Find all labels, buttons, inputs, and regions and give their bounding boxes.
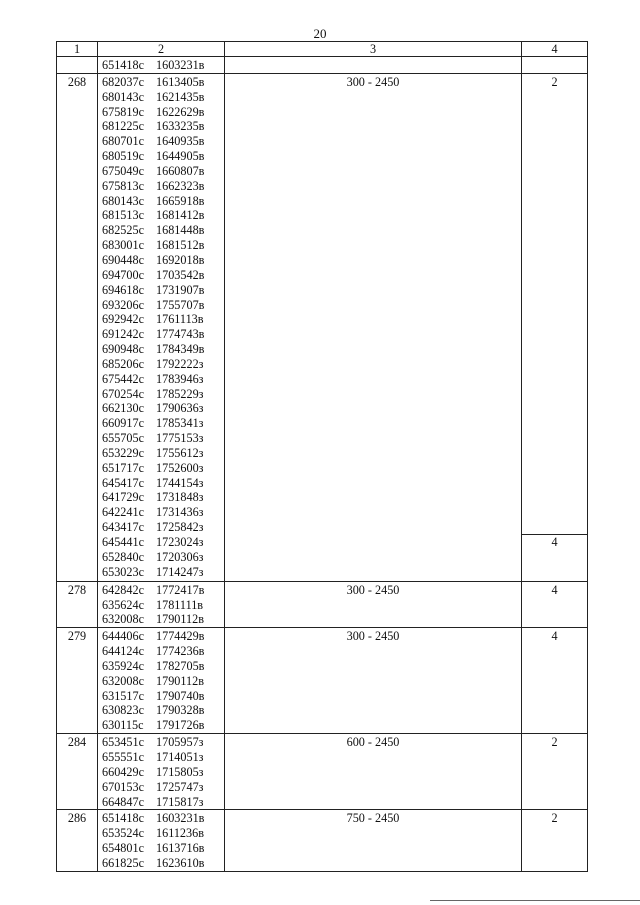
- longitude: 1731436з: [156, 505, 204, 520]
- longitude: 1784349в: [156, 342, 205, 357]
- frequency-range: 600 - 2450: [225, 734, 522, 810]
- longitude: 1611236в: [156, 826, 204, 841]
- longitude: 1790636з: [156, 401, 204, 416]
- latitude: 675442с: [102, 371, 144, 386]
- category-cell: [522, 810, 588, 871]
- category-value: 2: [551, 735, 558, 750]
- latitude: 653451с: [102, 735, 144, 750]
- coordinate-pair: [102, 179, 224, 194]
- page-number: 20: [313, 26, 327, 41]
- coordinate-list: [98, 581, 225, 628]
- latitude: 653229с: [102, 445, 144, 460]
- header-col-3: 3: [225, 42, 522, 57]
- category-value: 2: [551, 74, 558, 89]
- longitude: 1772417в: [156, 582, 205, 597]
- coordinate-pair: [102, 718, 224, 733]
- coordinate-pair: [102, 461, 224, 476]
- coordinate-pair: [102, 841, 224, 856]
- longitude: 1781111в: [156, 597, 204, 612]
- coordinate-pair: [102, 253, 224, 268]
- latitude: 670254с: [102, 386, 144, 401]
- coordinate-pair: [102, 416, 224, 431]
- latitude: 693206с: [102, 297, 144, 312]
- longitude: 1665918в: [156, 193, 205, 208]
- coordinate-pair: [102, 490, 224, 505]
- latitude: 692942с: [102, 312, 144, 327]
- row-number: 286: [57, 810, 98, 871]
- coordinate-pair: [102, 476, 224, 491]
- coordinate-pair: [102, 629, 224, 644]
- coordinate-pair: [102, 583, 224, 598]
- longitude: 1774743в: [156, 327, 205, 342]
- footer-rule: [430, 900, 640, 901]
- row-number: 268: [57, 73, 98, 581]
- coordinate-pair: [102, 58, 224, 73]
- latitude: 653524с: [102, 826, 144, 841]
- frequency-range: 300 - 2450: [225, 581, 522, 628]
- coordinate-pair: [102, 565, 224, 580]
- latitude: 641729с: [102, 490, 144, 505]
- latitude: 682525с: [102, 223, 144, 238]
- longitude: 1761113в: [156, 312, 204, 327]
- coordinate-pair: [102, 550, 224, 565]
- category-value: 4: [551, 582, 558, 597]
- longitude: 1681512в: [156, 238, 205, 253]
- coordinate-pair: [102, 446, 224, 461]
- latitude: 662130с: [102, 401, 144, 416]
- coordinate-pair: [102, 372, 224, 387]
- coordinate-pair: [102, 765, 224, 780]
- longitude: 1681412в: [156, 208, 205, 223]
- latitude: 690448с: [102, 252, 144, 267]
- coordinate-pair: [102, 268, 224, 283]
- latitude: 635924с: [102, 658, 144, 673]
- latitude: 691242с: [102, 327, 144, 342]
- coordinate-pair: [102, 780, 224, 795]
- latitude: 651418с: [102, 811, 144, 826]
- coordinate-pair: [102, 431, 224, 446]
- longitude: 1633235в: [156, 119, 205, 134]
- frequency-range: 300 - 2450: [225, 73, 522, 581]
- coordinate-pair: [102, 134, 224, 149]
- longitude: 1791726в: [156, 718, 205, 733]
- header-row: [57, 42, 588, 57]
- longitude: 1790112в: [156, 673, 204, 688]
- coordinate-pair: [102, 75, 224, 90]
- coordinate-pair: [102, 401, 224, 416]
- coordinate-pair: [102, 689, 224, 704]
- table-body: [57, 57, 588, 872]
- longitude: 1714051з: [156, 750, 204, 765]
- longitude: 1775153з: [156, 431, 204, 446]
- longitude: 1774236в: [156, 644, 205, 659]
- latitude: 644124с: [102, 644, 144, 659]
- latitude: 651418с: [102, 58, 144, 72]
- longitude: 1790740в: [156, 688, 205, 703]
- coordinate-pair: [102, 357, 224, 372]
- longitude: 1692018в: [156, 252, 205, 267]
- longitude: 1660807в: [156, 163, 205, 178]
- longitude: 1782705в: [156, 658, 205, 673]
- coordinate-list: [98, 57, 225, 74]
- coordinate-list: [98, 73, 225, 581]
- category-value: 4: [551, 629, 558, 644]
- latitude: 675813с: [102, 178, 144, 193]
- row-number: 284: [57, 734, 98, 810]
- longitude: 1783946з: [156, 371, 204, 386]
- latitude: 642842с: [102, 582, 144, 597]
- table-row: [57, 581, 588, 628]
- longitude: 1731907в: [156, 282, 205, 297]
- coordinate-pair: [102, 612, 224, 627]
- latitude: 645417с: [102, 475, 144, 490]
- longitude: 1640935в: [156, 134, 205, 149]
- category-value-2: 4: [522, 534, 587, 550]
- frequency-range: [225, 57, 522, 74]
- row-number: 278: [57, 581, 98, 628]
- latitude: 664847с: [102, 794, 144, 809]
- coordinate-pair: [102, 735, 224, 750]
- longitude: 1644905в: [156, 149, 205, 164]
- coordinate-pair: [102, 703, 224, 718]
- latitude: 680143с: [102, 89, 144, 104]
- coordinate-pair: [102, 505, 224, 520]
- longitude: 1662323в: [156, 178, 205, 193]
- coordinate-list: [98, 810, 225, 871]
- coordinate-pair: [102, 223, 224, 238]
- coordinate-pair: [102, 119, 224, 134]
- coordinate-pair: [102, 520, 224, 535]
- coordinate-pair: [102, 327, 224, 342]
- latitude: 690948с: [102, 342, 144, 357]
- longitude: 1785229з: [156, 386, 204, 401]
- coordinate-pair: [102, 659, 224, 674]
- latitude: 631517с: [102, 688, 144, 703]
- coordinate-pair: [102, 149, 224, 164]
- latitude: 651717с: [102, 460, 144, 475]
- latitude: 680519с: [102, 149, 144, 164]
- frequency-range: 300 - 2450: [225, 628, 522, 734]
- longitude: 1720306з: [156, 549, 204, 564]
- latitude: 683001с: [102, 238, 144, 253]
- latitude: 635624с: [102, 597, 144, 612]
- latitude: 653023с: [102, 564, 144, 579]
- latitude: 652840с: [102, 549, 144, 564]
- category-cell: [522, 734, 588, 810]
- longitude: 1613716в: [156, 841, 205, 856]
- coordinate-pair: [102, 298, 224, 313]
- longitude: 1755707в: [156, 297, 205, 312]
- latitude: 694700с: [102, 267, 144, 282]
- longitude: 1603231в: [156, 58, 205, 72]
- longitude: 1715817з: [156, 794, 204, 809]
- latitude: 680701с: [102, 134, 144, 149]
- category-cell: [522, 57, 588, 74]
- coordinate-pair: [102, 644, 224, 659]
- coordinate-pair: [102, 342, 224, 357]
- category-cell: [522, 628, 588, 734]
- longitude: 1792222з: [156, 356, 204, 371]
- row-number: 279: [57, 628, 98, 734]
- category-value: 2: [551, 811, 558, 826]
- coordinate-pair: [102, 856, 224, 871]
- coordinates-table: [56, 41, 588, 872]
- frequency-range: 750 - 2450: [225, 810, 522, 871]
- longitude: 1790328в: [156, 703, 205, 718]
- latitude: 655705с: [102, 431, 144, 446]
- header-col-2: 2: [98, 42, 225, 57]
- coordinate-pair: [102, 674, 224, 689]
- latitude: 682037с: [102, 74, 144, 89]
- latitude: 680143с: [102, 193, 144, 208]
- row-number: [57, 57, 98, 74]
- latitude: 630823с: [102, 703, 144, 718]
- latitude: 655551с: [102, 750, 144, 765]
- longitude: 1790112в: [156, 612, 204, 627]
- coordinate-pair: [102, 312, 224, 327]
- coordinate-pair: [102, 105, 224, 120]
- longitude: 1723024з: [156, 535, 204, 549]
- latitude: 632008с: [102, 673, 144, 688]
- longitude: 1755612з: [156, 445, 204, 460]
- latitude: 630115с: [102, 718, 144, 733]
- latitude: 644406с: [102, 629, 144, 644]
- coordinate-pair: [102, 598, 224, 613]
- latitude: 642241с: [102, 505, 144, 520]
- coordinate-pair: [102, 535, 224, 550]
- longitude: 1731848з: [156, 490, 204, 505]
- latitude: 670153с: [102, 779, 144, 794]
- coordinate-pair: [102, 194, 224, 209]
- category-cell: [522, 73, 588, 581]
- coordinate-pair: [102, 795, 224, 810]
- table-row: [57, 734, 588, 810]
- coordinate-pair: [102, 164, 224, 179]
- coordinate-pair: [102, 238, 224, 253]
- coordinate-list: [98, 628, 225, 734]
- coordinate-list: [98, 734, 225, 810]
- coordinate-pair: [102, 208, 224, 223]
- table-row: [57, 57, 588, 74]
- longitude: 1623610в: [156, 855, 205, 870]
- longitude: 1715805з: [156, 764, 204, 779]
- longitude: 1703542в: [156, 267, 205, 282]
- category-cell: [522, 581, 588, 628]
- latitude: 632008с: [102, 612, 144, 627]
- latitude: 681225с: [102, 119, 144, 134]
- coordinate-pair: [102, 826, 224, 841]
- longitude: 1622629в: [156, 104, 205, 119]
- longitude: 1752600з: [156, 460, 204, 475]
- latitude: 685206с: [102, 356, 144, 371]
- category-value: [522, 57, 587, 58]
- latitude: 694618с: [102, 282, 144, 297]
- latitude: 681513с: [102, 208, 144, 223]
- longitude: 1621435в: [156, 89, 205, 104]
- longitude: 1613405в: [156, 74, 205, 89]
- longitude: 1774429в: [156, 629, 205, 644]
- latitude: 661825с: [102, 855, 144, 870]
- latitude: 675049с: [102, 163, 144, 178]
- coordinate-pair: [102, 750, 224, 765]
- table-row: [57, 73, 588, 581]
- longitude: 1714247з: [156, 564, 204, 579]
- latitude: 660917с: [102, 416, 144, 431]
- longitude: 1744154з: [156, 475, 204, 490]
- header-col-4: 4: [522, 42, 588, 57]
- coordinate-pair: [102, 387, 224, 402]
- latitude: 675819с: [102, 104, 144, 119]
- table-row: [57, 810, 588, 871]
- longitude: 1705957з: [156, 735, 204, 750]
- longitude: 1785341з: [156, 416, 204, 431]
- latitude: 660429с: [102, 764, 144, 779]
- longitude: 1725842з: [156, 520, 204, 535]
- table-row: [57, 628, 588, 734]
- latitude: 654801с: [102, 841, 144, 856]
- longitude: 1603231в: [156, 811, 205, 826]
- coordinate-pair: [102, 283, 224, 298]
- longitude: 1725747з: [156, 779, 204, 794]
- longitude: 1681448в: [156, 223, 205, 238]
- coordinate-pair: [102, 90, 224, 105]
- coordinate-pair: [102, 811, 224, 826]
- latitude: 645441с: [102, 535, 144, 549]
- header-col-1: 1: [57, 42, 98, 57]
- latitude: 643417с: [102, 520, 144, 535]
